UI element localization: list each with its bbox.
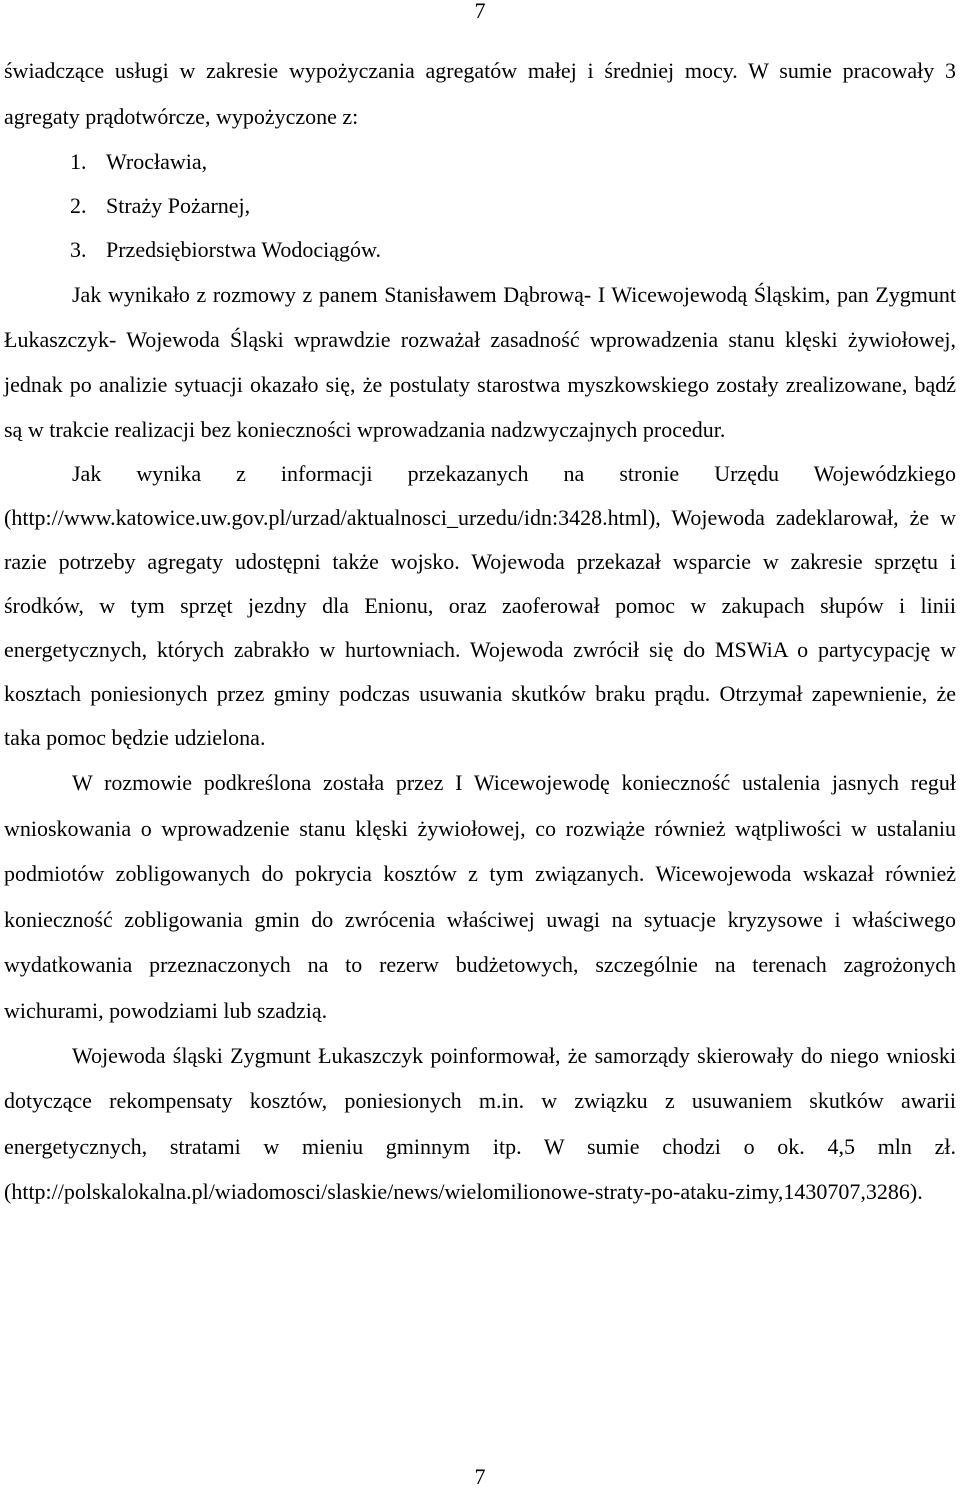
paragraph-agregaty: świadczące usługi w zakresie wypożyczania agregatów małej i średniej mocy. W sumie pracowały 3 agregaty prądotwórcze, wypożyczone z:	[4, 58, 956, 129]
paragraph-urzad-wojewodzki	[4, 452, 956, 760]
list-item: 3. Przedsiębiorstwa Wodociągów.	[70, 237, 381, 262]
paragraph-wicewojewoda: W rozmowie podkreślona została przez I Wicewojewodę konieczność ustalenia jasnych reguł wnioskowania o wprowadzenie stanu klęski żywiołowej, co rozwiąże również wątpliwości w ustalaniu podmiotów zobligowanych do pokrycia kosztów z tym związanych. Wicewojewoda wskazał również konieczność zobligowania gmin do zwrócenia właściwej uwagi na sytuacje kryzysowe i właściwego wydatkowania przeznaczonych na to rezerw budżetowych, szczególnie na terenach zagrożonych wichurami, powodziami lub szadzią.	[4, 770, 956, 1023]
agregaty-source-list	[4, 140, 956, 272]
list-item: 1. Wrocławia,	[70, 149, 208, 174]
paragraph-rozmowa-dabrowa: Jak wynikało z rozmowy z panem Stanisławem Dąbrową- I Wicewojewodą Śląskim, pan Zygmunt Łukaszczyk- Wojewoda Śląski wprawdzie rozważał zasadność wprowadzenia stanu klęski żywiołowej, jednak po analizie sytuacji okazało się, że postulaty starostwa myszkowskiego zostały zrealizowane, bądź są w trakcie realizacji bez konieczności wprowadzania nadzwyczajnych procedur.	[4, 282, 956, 442]
page-number-top: 7	[474, 0, 486, 23]
list-item: 2. Straży Pożarnej,	[70, 193, 251, 218]
paragraph-rekompensaty: Wojewoda śląski Zygmunt Łukaszczyk poinformował, że samorządy skierowały do niego wnioski dotyczące rekompensaty kosztów, poniesionych m.in. w związku z usuwaniem skutków awarii energetycznych, stratami w mieniu gminnym itp. W sumie chodzi o ok. 4,5 mln zł. (http://polskalokalna.pl/wiadomosci/slaskie/news/wielomilionowe-straty-po-ataku-zimy,1430707,3286).	[4, 1043, 956, 1204]
page-number-bottom: 7	[474, 1464, 486, 1489]
paragraph-urzad-deklaracja: Wojewoda zadeklarował, że w razie potrzeby agregaty udostępni także wojsko.	[4, 505, 956, 574]
paragraph-urzad-wsparcie: Wojewoda przekazał wsparcie w zakresie sprzętu i środków, w tym sprzęt jezdny dla Enionu, oraz zaoferował pomoc w zakupach słupów i linii energetycznych, których zabrakło w hurtowniach. Wojewoda zwrócił się do MSWiA o partycypację w kosztach poniesionych przez gminy podczas usuwania skutków braku prądu. Otrzymał zapewnienie, że taka pomoc będzie udzielona.	[4, 549, 956, 750]
paragraph-urzad-intro: Jak wynika z informacji przekazanych na stronie Urzędu Wojewódzkiego (http://www.katowice.uw.gov.pl/urzad/aktualnosci_urzedu/idn:3428.html),	[4, 461, 956, 530]
document-body	[4, 48, 956, 1214]
